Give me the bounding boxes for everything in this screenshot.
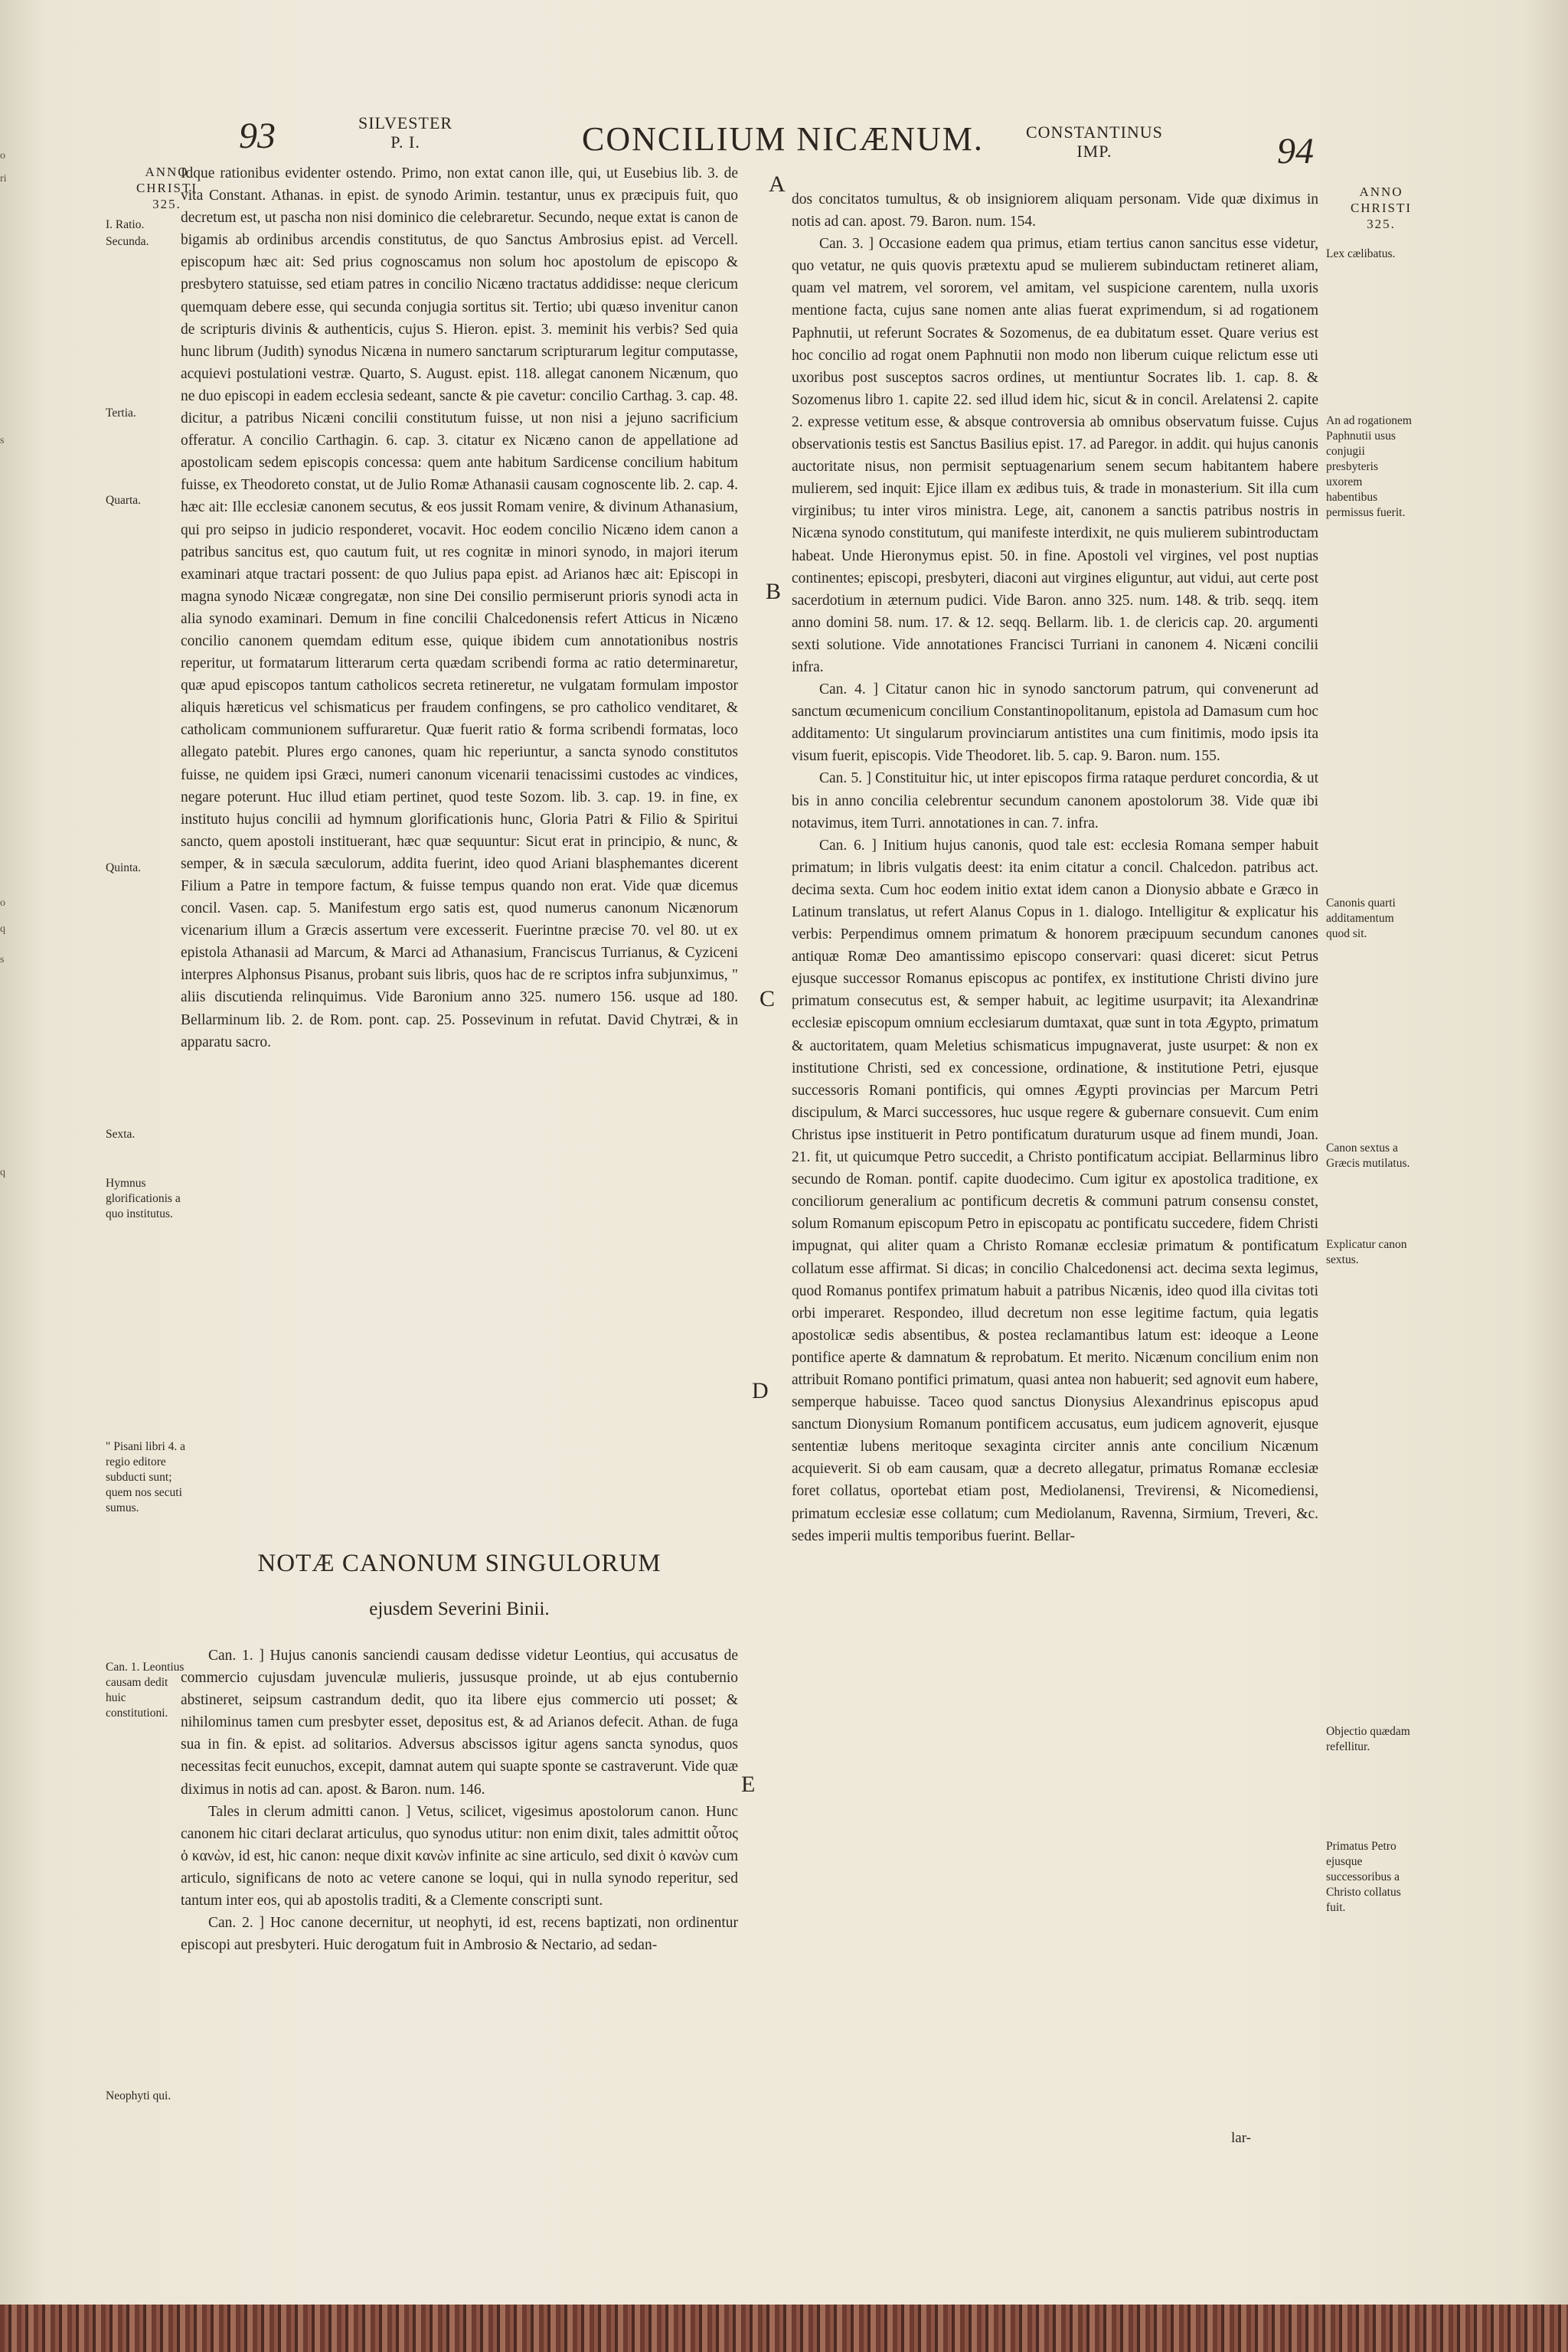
page-title: CONCILIUM NICÆNUM. bbox=[582, 120, 984, 158]
running-head-left bbox=[358, 113, 452, 152]
margin-note-left: Secunda. bbox=[106, 235, 149, 248]
note-paragraph: Can. 2. ] Hoc canone decernitur, ut neophyti, id est, recens baptizati, non ordinentur episcopi aut presbyteri. Huic derogatum fuit in Ambrosio & Nectario, ad sedan- bbox=[181, 1915, 738, 1954]
paragraph: Idque rationibus evidenter ostendo. Primo, non extat canon ille, qui, ut Eusebius lib. 3. de vita Constant. Athanas. in epist. de synodo Arimin. testantur, unus ex præcipuis fuit, quo decretum est, ut pascha non nisi dominico die celebraretur. Secundo, neque extat is canon de bigamis ab ordinibus arcendis constitutus, de quo Sanctus Ambrosius epist. ad Vercell. episcopum hæc ait: Sed prius cognoscamus non solum hoc apostolum de episcopo & presbytero statuisse, sed etiam patres in concilio Nicæno tractatus addidisse: neque clericum quemquam debere esse, qui secunda conjugia sortitus sit. Tertio; ubi quæso invenitur canon de scripturis divinis & authenticis, cujus S. Hieron. epist. 3. meminit his verbis? Sed quia hunc librum (Judith) synodus Nicæna in numero sanctarum scripturarum legitur computasse, acquievi postulationi vestræ. Quarto, S. August. epist. 118. allegat canonem Nicænum, quo ne duo episcopi in eadem ecclesia sedeant, sancte & pie cavetur: concilio Carthag. 3. cap. 48. dicitur, a patribus Nicæni concilii constitutum fuisse, ut non nisi a jejuno sacrificium offeratur. A concilio Carthagin. 6. cap. 3. citatur ex Nicæno canon de appellatione ad apostolicam sedem episcopis concessa: quem ante habitum Sardicense concilium habitum fuisse, ex Theodoreto constat, ut de Julio Romæ Athanasii causam cognoscente lib. 2. cap. 4. hæc ait: Ille ecclesiæ canonem secutus, & eos jussit Romam venire, & divinum Athanasium, qui pro seipso in judicio responderet, vocavit. Hoc eodem concilio Nicæno idem canon a patribus sancitus est, quo cautum fuit, ut res cognitæ in minori synodo, in majori iterum examinari atque tractari possent: de quo Julius papa epist. ad Arianos hæc ait: Episcopi in magna synodo Nicææ congregatæ, non sine Dei consilio permiserunt prioris synodi acta in alia synodo examinari. Demum in fine concilii Chalcedonensis refert Atticus in Nicæno concilio canonem quemdam editum esse, quique ibidem cum annotationibus nostris reperitur, ut formatarum litterarum certa quædam scribendi forma ac ratio determinaretur, quæ apud episcopos tantum catholicos secreta retineretur, ne vulgatam formulam impostor aliquis hæreticus vel schismaticus per fraudem confingens, se pro catholico venditaret, & catholicam communionem suffuraretur. Quæ fuerit ratio & forma scribendi formatas, loco allegato patebit. Plures ergo canones, quam hic reperiuntur, a sancta synodo constitutos fuisse, ne quidem ipsi Græci, numeri canonum vicenarii tenacissimi custodes ac vindices, negare poterunt. Huc illud etiam pertinet, quod teste Sozom. lib. 3. cap. 19. in fine, ex instituto hujus concilii ad hymnum glorificationis hunc, Gloria Patri & Filio & Spiritui sancto, quem apostoli instituerant, hæc quæ sequuntur: Sicut erat in principio, & nunc, & semper, & in sæcula sæculorum, addita fuerint, ideo quod Ariani blasphemantes dicerent Filium a Patre in tempore factum, & fuisse tempus quando non erat. Vide quæ dicemus concil. Vasen. cap. 5. Manifestum ergo satis est, quod numerus canonum Nicænorum vicenarium illum a Græcis assertum vere excesserit. Fuerintne præcise 70. vel 80. ut ex epistola Athanasii ad Marcum, & Marci ad Athanasium, Franciscus Turrianus, & Cyziceni interpres Alphonsus Pisanus, probant suis libris, quos hac de re scriptos infra subjunximus, " aliis discutienda relinquimus. Vide Baronium anno 325. numero 156. usque ad 180. Bellarminum lib. 2. de Rom. pont. cap. 25. Possevinum in refutat. David Chytræi, & in apparatu sacro. bbox=[181, 165, 738, 1050]
right-column-text bbox=[792, 188, 1318, 1547]
section-letter: C bbox=[760, 986, 776, 1011]
notes-subheading: ejusdem Severini Binii. bbox=[369, 1599, 550, 1619]
margin-year-word: CHRISTI bbox=[136, 181, 198, 195]
note-paragraph: Can. 1. ] Hujus canonis sanciendi causam dedisse videtur Leontius, qui accusatus de commercio cujusdam juvenculæ mulieris, jussusque proinde, ut ab ejus contubernio abstineret, seipsum castrandum dedit, quo ita libere ejus commercio uti posset; & nihilominus tamen cum presbyter esset, depositus est, & ad Arianos defecit. Athan. de fuga sua in fin. & epist. ad solitarios. Adversus abscissos igitur agens sancta synodus, quos necessitas fecit eunuchos, excepit, damnat autem qui suapte sponte se castraverunt. Vide quæ diximus in notis ad can. apost. & Baron. num. 146. bbox=[181, 1648, 738, 1798]
margin-year-number: 325. bbox=[1367, 217, 1396, 231]
paragraph: Can. 6. ] Initium hujus canonis, quod tale est: ecclesia Romana semper habuit primatum; in libris vulgatis deest: ita enim citatur a concil. Chalcedon. patribus act. decima sexta. Cum hoc eodem initio extat idem canon a Dionysio abbate e Græco in Latinum translatus, ut refert Alanus Copus in 1. dialogo. Intelligitur & explicatur his verbis: Perpendimus omnem primatum & honorem præcipuum secundum canones antiquæ Romæ Deo amantissimo episcopo conservari: quasi diceret: sicut Petrus ejusque successor Romanus episcopus ac pontifex, ex institutione Christi divino jure primatum consecutus est, & semper habuit, ac legitime usurpavit; ita Alexandrinæ ecclesiæ episcopum omnium ecclesiarum dumtaxat, quæ sunt in tota Ægypto, primatum & auctoritatem, quam Meletius schismaticus impugnaverat, juste usurpet: & non ex institutione Christi, sed ex concessione, ordinatione, & institutione Petri, ejusque successoris Romani pontificis, qui omnes Ægypti provincias per Marcum Petri discipulum, & Marci successores, huc usque regere & gubernare consuevit. Cum enim Christus ipse instituerit in Petro pontificatum duraturum usque ad finem mundi, Joan. 21. fit, ut quicumque Petro succedit, a Christo pontificatum accipiat. Bellarminus libro secundo de Roman. pontif. capite duodecimo. Cum igitur ex apostolica traditione, ex conciliorum generalium ac pontificum decretis & communi patrum consensu constet, solum Romanum episcopum Petro in episcopatu ac pontificatu succedere, fidem Christi impugnat, qui aliter quam a Christo Romanæ ecclesiæ primatum & pontificatum collatum esse affirmat. Si dicas; in concilio Chalcedonensi act. decima sexta legimus, quod Romanus pontifex primatum habuit a patribus Nicænis, ideo quod illa civitas toti orbi imperaret. Respondeo, illud decretum non esse legitime factum, quia legatis apostolicæ sedis absentibus, & postea reclamantibus latum est: ideoque a Leone pontifice aperte & damnatum & reprobatum. Et merito. Nicænum concilium enim non attribuit Romano pontifici primatum, quasi antea non habuerit; sed agnovit eum habere, semperque habuisse. Taceo quod sanctus Dionysius Alexandrinus episcopus apud sanctum Dionysium Romanum pontificem accusatus, eum judicem agnoverit, ejusque sententiæ lubens meritoque sexaginta circiter annis ante concilium Nicænum acquieverit. Si ob eam causam, quæ a decreto allegatur, primatus Romanæ ecclesiæ foret collatus, oportebat etiam post, Mediolanensi, Trevirensi, & Nicomediensi, primatum ecclesiæ esse collatum; cum Mediolanum, Ravenna, Sirmium, Treveri, &c. sedes imperii multis temporibus fuerint. Bellar- bbox=[792, 837, 1318, 1544]
margin-year-number: 325. bbox=[152, 197, 181, 211]
running-head-right-line: IMP. bbox=[1076, 142, 1112, 161]
margin-note-left: Can. 1. Leontius causam dedit huic constitutioni. bbox=[106, 1661, 185, 1720]
margin-note-left: " Pisani libri 4. a regio editore subducti sunt; quem nos secuti sumus. bbox=[106, 1440, 186, 1514]
margin-note-right: Lex cælibatus. bbox=[1326, 247, 1396, 260]
edge-mark: q bbox=[0, 1167, 5, 1178]
margin-note-left: I. Ratio. bbox=[106, 218, 145, 231]
paragraph: Can. 5. ] Constituitur hic, ut inter episcopos firma rataque perduret concordia, & ut bis in anno concilia celebrentur secundum canonem apostolorum 38. Vide quæ ibi notavimus, item Turri. annotationes in can. 7. infra. bbox=[792, 770, 1318, 831]
margin-note-left: Hymnus glorificationis a quo institutus. bbox=[106, 1177, 181, 1220]
note-paragraph: Tales in clerum admitti canon. ] Vetus, scilicet, vigesimus apostolorum canon. Hunc canonem hic citari declarat articulus, quo synodus utitur: non enim dixit, tales admittit οὗτος ὁ κανὼν, id est, hic canon: neque dixit κανὼν infinite ac sine articulo, sed dixit ὁ κανὼν cum articulo, significans de noto ac vetere canone se loqui, qui in nulla synodo reperitur, sed tantum inter eos, qui ab apostolis traditi, & a Clemente conscripti sunt. bbox=[181, 1803, 738, 1909]
margin-note-left: Quarta. bbox=[106, 494, 142, 507]
section-letter: D bbox=[752, 1378, 769, 1403]
margin-year-right bbox=[1341, 184, 1421, 232]
fabric-edge bbox=[0, 2305, 1568, 2352]
running-head-left-line: SILVESTER bbox=[358, 113, 453, 132]
edge-mark: q bbox=[0, 923, 5, 935]
running-head-right-line: CONSTANTINUS bbox=[1026, 122, 1163, 142]
edge-mark: o bbox=[0, 897, 5, 909]
margin-note-left: Neophyti qui. bbox=[106, 2089, 172, 2102]
paragraph: Can. 4. ] Citatur canon hic in synodo sanctorum patrum, qui convenerunt ad sanctum œcumenicum concilium Constantinopolitanum, epistola ad Damasum cum hoc additamento: Ut singularum provinciarum antistites una cum finitimis, modo ipsis ita visum fuerit, episcopis. Vide Theodoret. lib. 5. cap. 9. Baron. num. 155. bbox=[792, 681, 1318, 765]
left-column-text bbox=[181, 162, 738, 1054]
edge-mark: s bbox=[0, 954, 5, 965]
margin-note-left: Sexta. bbox=[106, 1128, 136, 1141]
paragraph: Can. 3. ] Occasione eadem qua primus, etiam tertius canon sancitus esse videtur, quo vetatur, ne quis quovis prætextu apud se mulierem subinductam retineret aliam, quam vel matrem, vel sororem, vel amitam, vel suspicione carentem, nulla uxoris mentione facta, cujus sane nomen ante alias fuerat exprimendum, si ad rogationem Paphnutii, ut referunt Socrates & Sozomenus, de ea dubitatum esset. Quare verius est hoc concilio ad rogat onem Paphnutii non modo non liberum cuique relictum esse uti uxoribus post susceptos sacros ordines, ut mentiuntur Socrates lib. 1. cap. 8. & Sozomenus libro 1. capite 22. sed illud idem hic, sicut & in concil. Arelatensi 2. capite 2. expresse vetitum esse, & absque controversia ab omnibus observatum fuisse. Cujus observationis testis est Sanctus Basilius epist. 17. ad Paregor. in addit. qui hujus canonis auctoritate nisus, non permisit septuagenarium senem secum habitantem habere mulierem, sed inquit: Ejice illam ex ædibus tuis, & trade in monasterium. Sit illa cum virginibus; tu inter viros ministra. Lege, ait, canonem a sanctis patribus nostris in Nicæna synodo constitutum, qui manifeste interdixit, ne quis mulierem subintroductam habeat. Unde Hieronymus epist. 50. in fine. Apostoli vel virgines, vel post nuptias continentes; episcopi, presbyteri, diaconi aut virgines eliguntur, aut vidui, aut certe post sacerdotium in æternum pudici. Vide Baron. anno 325. num. 148. & trib. seqq. item anno domini 58. num. 17. & 12. seqq. Bellarm. lib. 1. de clericis cap. 20. argumenti sexti solutione. Vide annotationes Francisci Turriani in canonem 4. Nicæni concilii infra. bbox=[792, 236, 1318, 675]
section-letter: B bbox=[766, 579, 782, 604]
margin-note-right: Canon sextus a Græcis mutilatus. bbox=[1326, 1142, 1410, 1170]
edge-mark: s bbox=[0, 435, 5, 446]
margin-year-word: CHRISTI bbox=[1350, 201, 1413, 215]
margin-note-right: Primatus Petro ejusque successoribus a Christo collatus fuit. bbox=[1326, 1840, 1401, 1914]
notes-column-text bbox=[181, 1645, 738, 1956]
section-letter: E bbox=[741, 1772, 756, 1797]
edge-mark: o bbox=[0, 150, 5, 162]
margin-note-right: Objectio quædam refellitur. bbox=[1326, 1725, 1410, 1753]
running-head-left-line: P. I. bbox=[390, 132, 420, 152]
margin-note-right: An ad rogationem Paphnutii usus conjugii presbyteris uxorem habentibus permissus fuerit. bbox=[1326, 414, 1412, 519]
catchword: lar- bbox=[1231, 2130, 1251, 2146]
running-head-right bbox=[1026, 122, 1163, 161]
section-letter: A bbox=[769, 172, 786, 197]
page-number-left: 93 bbox=[239, 116, 276, 156]
paragraph: dos concitatos tumultus, & ob insigniorem aliquam personam. Vide quæ diximus in notis ad can. apost. 79. Baron. num. 154. bbox=[792, 191, 1318, 230]
page-number-right: 94 bbox=[1277, 131, 1314, 172]
margin-note-left: Tertia. bbox=[106, 407, 136, 420]
notes-heading: NOTÆ CANONUM SINGULORUM bbox=[257, 1550, 662, 1577]
margin-note-left: Quinta. bbox=[106, 861, 142, 874]
margin-year-word: ANNO bbox=[145, 165, 189, 179]
margin-year-word: ANNO bbox=[1359, 185, 1403, 199]
margin-note-right: Canonis quarti additamentum quod sit. bbox=[1326, 897, 1396, 940]
edge-mark: ri bbox=[0, 173, 7, 185]
margin-note-right: Explicatur canon sextus. bbox=[1326, 1238, 1407, 1266]
